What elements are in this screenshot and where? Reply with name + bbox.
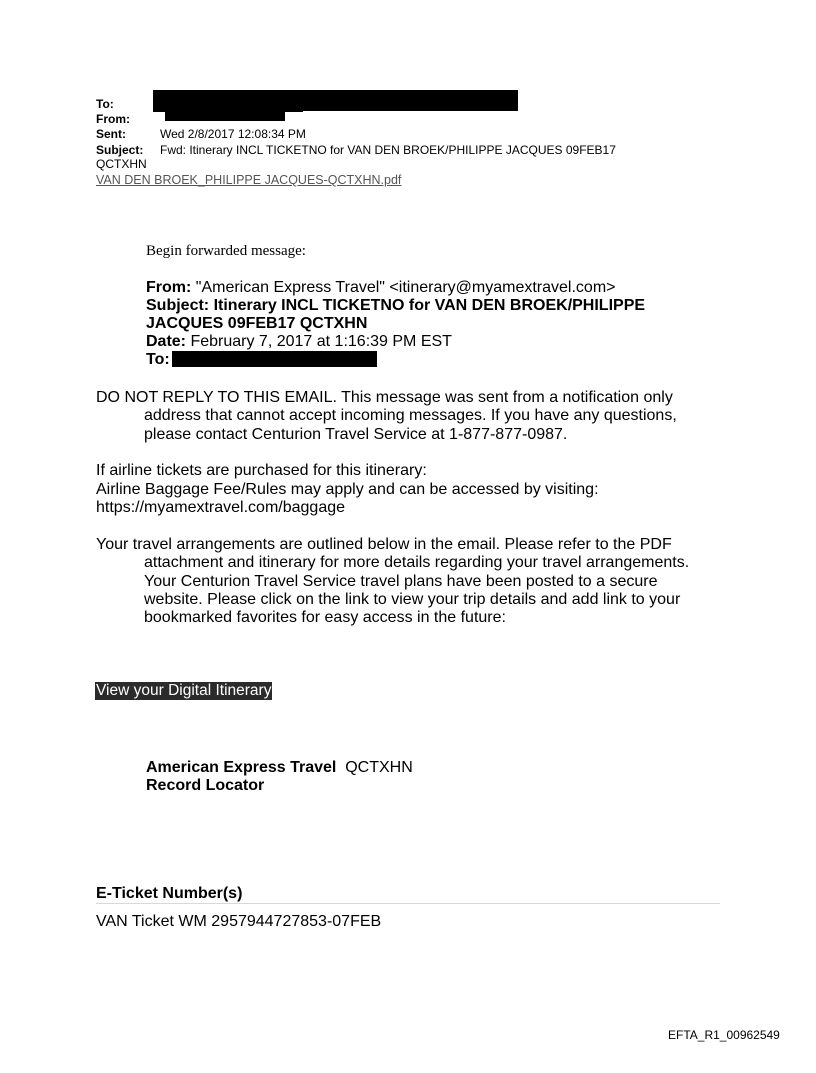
header-subject-value: Fwd: Itinerary INCL TICKETNO for VAN DEN BROEK/PHILIPPE JACQUES 09FEB17 xyxy=(160,143,616,157)
header-from-label: From: xyxy=(96,112,130,126)
baggage-line-2: Airline Baggage Fee/Rules may apply and can be accessed by visiting: xyxy=(96,481,599,498)
redaction-bar xyxy=(153,90,303,112)
no-reply-notice: DO NOT REPLY TO THIS EMAIL. This message was sent from a notification only address that cannot accept incoming messages. If you have any questions, please contact Centurion Travel Service at 1-877-877-0987. xyxy=(96,389,677,443)
header-subject-value-cont: QCTXHN xyxy=(96,157,147,171)
baggage-url[interactable]: https://myamextravel.com/baggage xyxy=(96,499,346,516)
forward-from-line xyxy=(146,279,616,297)
attachment-link[interactable]: VAN DEN BROEK_PHILIPPE JACQUES-QCTXHN.pdf xyxy=(96,173,402,187)
forward-to-label: To: xyxy=(146,351,170,368)
header-to-label: To: xyxy=(96,97,114,111)
arrangements-paragraph: Your travel arrangements are outlined below in the email. Please refer to the PDF attachment and itinerary for more details regarding your travel arrangements. Your Centurion Travel Service travel plans have been posted to a secure website. Please click on the link to view your trip details and add link to your bookmarked favorites for easy access in the future: xyxy=(96,536,690,627)
forward-date-line xyxy=(146,333,452,351)
eticket-value: VAN Ticket WM 2957944727853-07FEB xyxy=(96,913,382,930)
forward-from-label: From: xyxy=(146,279,192,296)
header-sent-row xyxy=(96,128,126,141)
redaction-bar xyxy=(303,90,518,111)
record-locator-value: QCTXHN xyxy=(345,759,413,776)
eticket-divider xyxy=(96,903,720,904)
forward-subject-value: Itinerary INCL TICKETNO for VAN DEN BROEK/PHILIPPE xyxy=(213,297,646,314)
baggage-line-1: If airline tickets are purchased for this itinerary: xyxy=(96,462,427,479)
record-company: American Express Travel xyxy=(146,759,337,776)
header-sent-label: Sent: xyxy=(96,127,126,141)
redaction-bar xyxy=(165,112,285,121)
forward-date-label: Date: xyxy=(146,333,187,350)
forward-from-value: "American Express Travel" <itinerary@myamextravel.com> xyxy=(191,279,616,296)
header-subject-label: Subject: xyxy=(96,143,144,157)
record-company-line xyxy=(146,759,413,777)
header-sent-value: Wed 2/8/2017 12:08:34 PM xyxy=(160,127,306,141)
bates-number: EFTA_R1_00962549 xyxy=(668,1028,780,1042)
digital-itinerary-button[interactable]: View your Digital Itinerary xyxy=(96,682,272,699)
forward-subject xyxy=(146,297,645,315)
redaction-bar xyxy=(172,351,377,367)
forward-date-value: February 7, 2017 at 1:16:39 PM EST xyxy=(186,333,452,350)
digital-itinerary-button-wrap[interactable] xyxy=(95,682,272,700)
forward-subject-label: Subject: xyxy=(146,297,210,314)
eticket-heading: E-Ticket Number(s) xyxy=(96,885,243,902)
forward-intro: Begin forwarded message: xyxy=(146,243,306,259)
forward-subject-cont: JACQUES 09FEB17 QCTXHN xyxy=(146,315,368,332)
record-locator-label: Record Locator xyxy=(146,777,265,794)
